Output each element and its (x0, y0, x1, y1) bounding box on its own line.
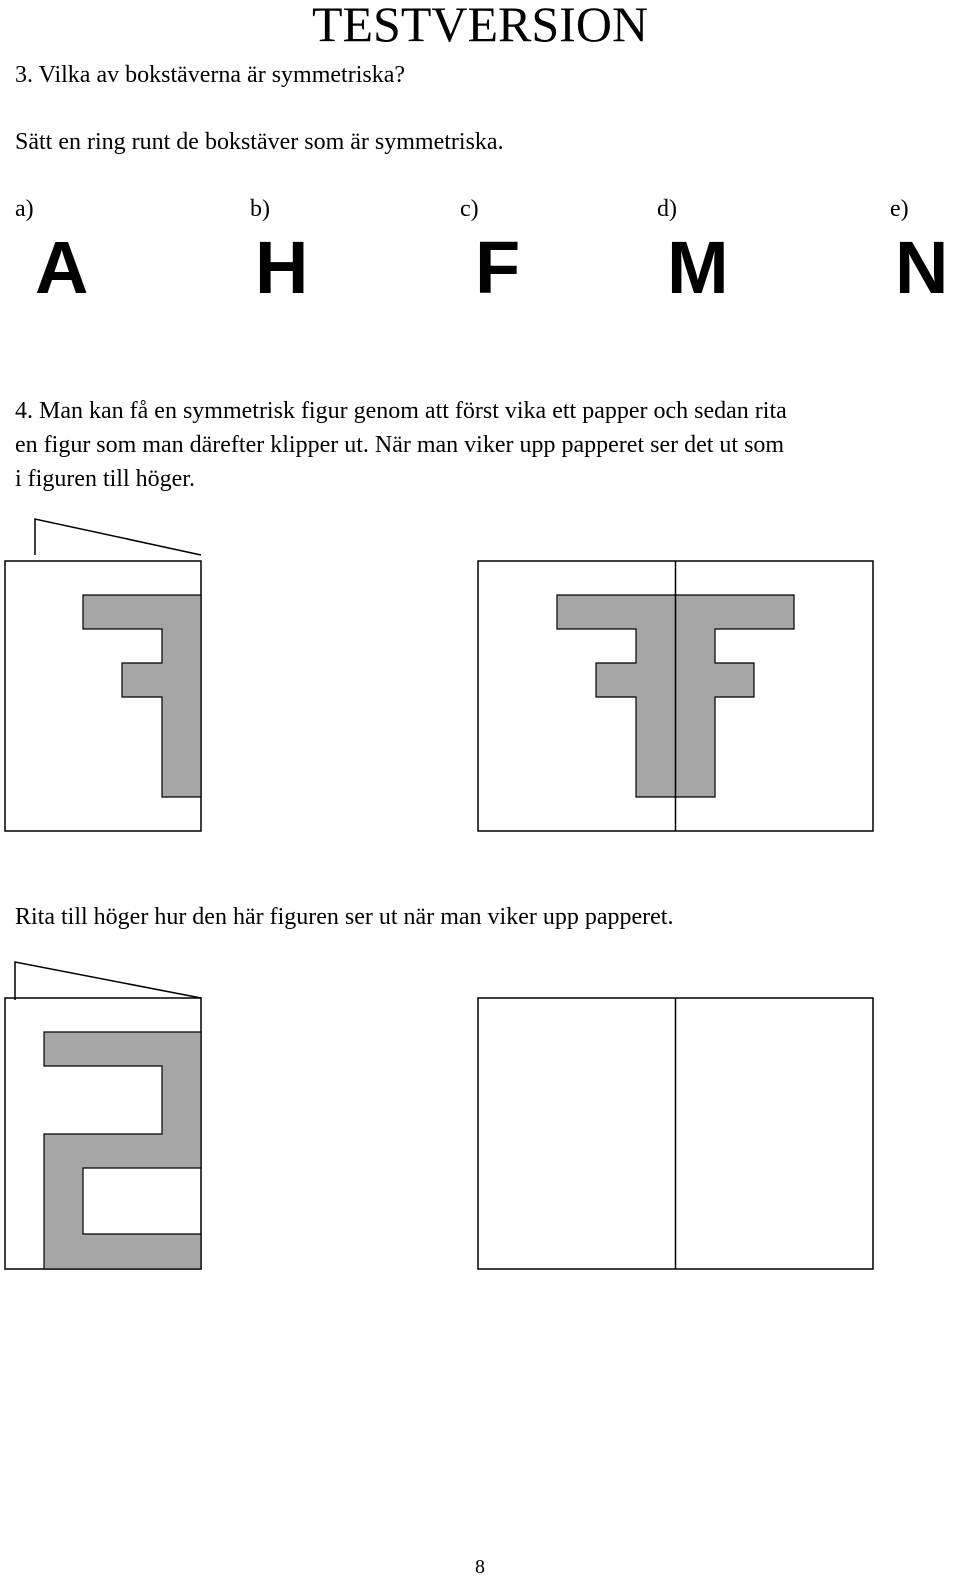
half-f-shape (83, 595, 201, 797)
option-a-letter[interactable]: A (35, 226, 89, 309)
option-b-label: b) (250, 196, 270, 222)
option-d-label: d) (657, 196, 677, 222)
half-shape-to-unfold (44, 1032, 201, 1269)
question-4-text (15, 394, 960, 496)
task-figure (0, 958, 960, 1278)
option-e-label: e) (890, 196, 909, 222)
option-b-letter[interactable]: H (255, 226, 309, 309)
question-4-line-1: 4. Man kan få en symmetrisk figur genom att först vika ett papper och sedan rita (15, 398, 787, 424)
question-4-line-3: i figuren till höger. (15, 466, 195, 492)
folded-flap-outline (35, 519, 201, 555)
example-figure (0, 515, 960, 835)
option-d-letter[interactable]: M (667, 226, 729, 309)
drawing-task-instruction: Rita till höger hur den här figuren ser ut när man viker upp papperet. (15, 904, 674, 930)
page-number: 8 (475, 1556, 485, 1578)
option-e-letter[interactable]: N (895, 226, 949, 309)
option-c-label: c) (460, 196, 479, 222)
option-a-label: a) (15, 196, 34, 222)
option-c-letter[interactable]: F (475, 226, 521, 309)
folded-flap-outline-2 (15, 962, 201, 1000)
question-3-title: 3. Vilka av bokstäverna är symmetriska? (15, 62, 405, 88)
watermark-testversion: TESTVERSION (311, 0, 649, 52)
question-4-line-2: en figur som man därefter klipper ut. När man viker upp papperet ser det ut som (15, 432, 785, 458)
question-3-instruction: Sätt en ring runt de bokstäver som är symmetriska. (15, 129, 504, 155)
